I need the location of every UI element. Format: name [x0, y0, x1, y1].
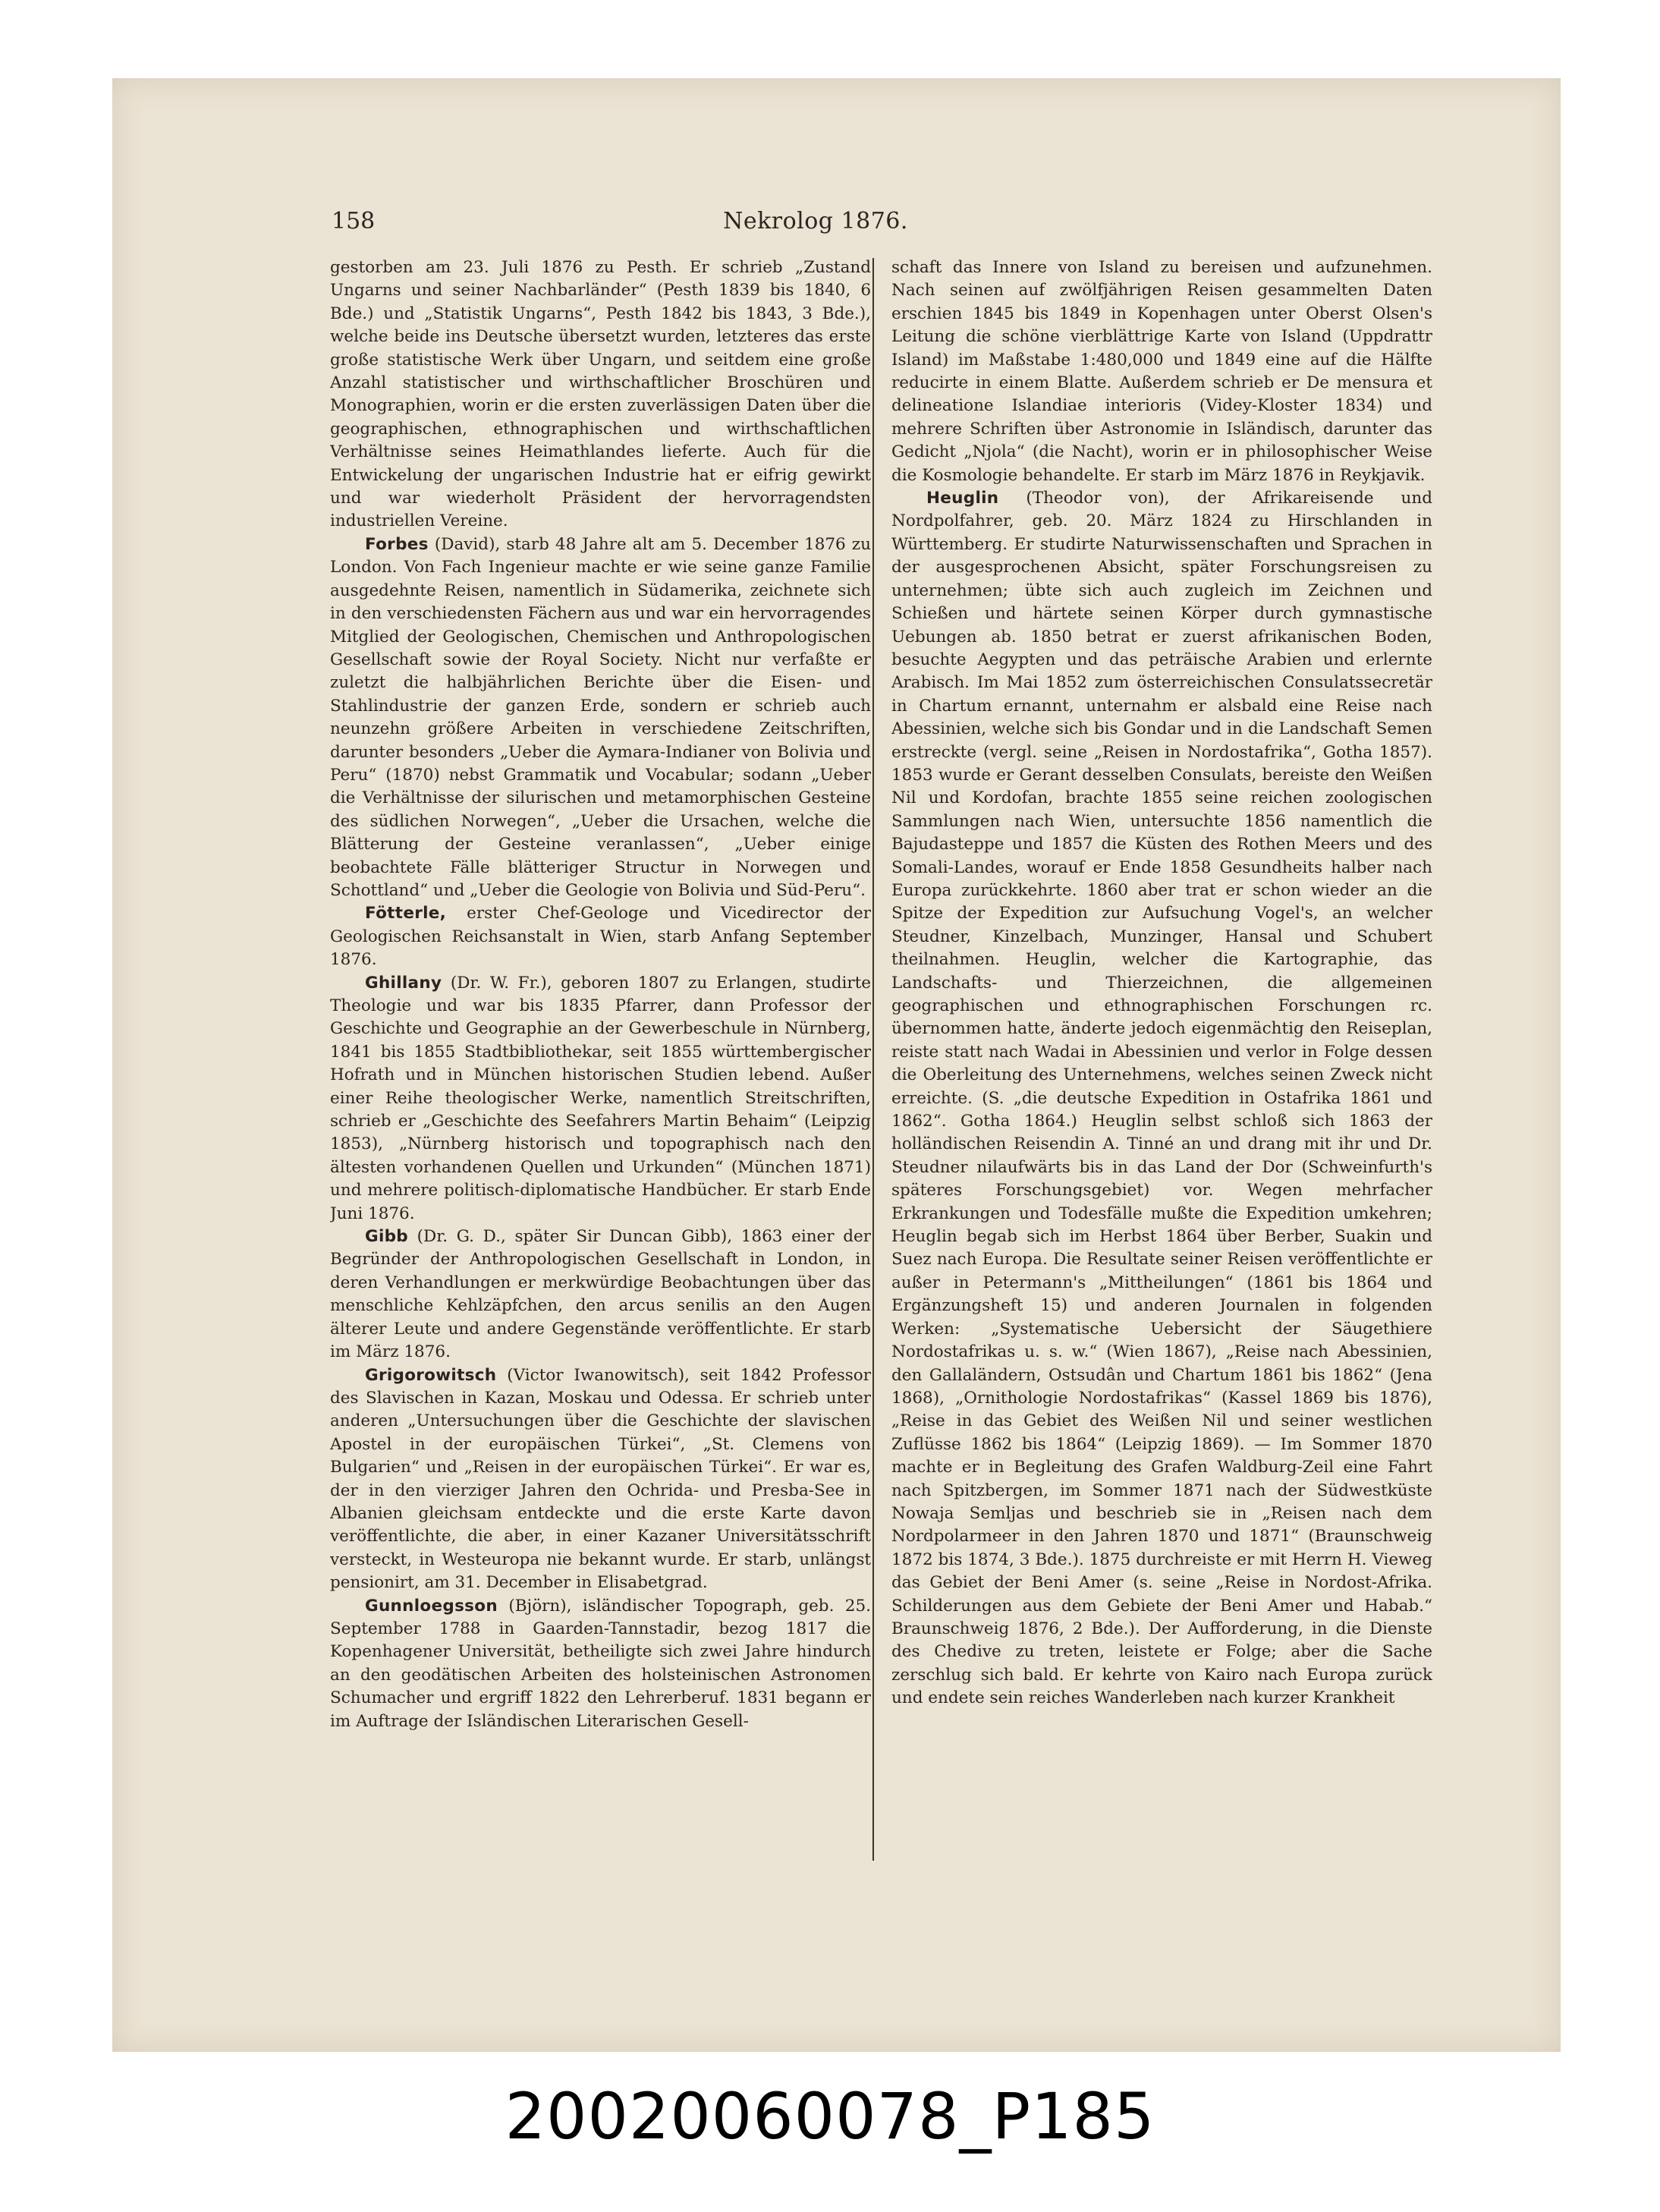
left-column	[330, 256, 871, 1865]
entry-text: (David), starb 48 Jahre alt am 5. December 1876 zu London. Von Fach Ingenieur machte er wie seine ganze Familie ausgedehnte Reisen, namentlich in Südamerika, zeichnete sich in den verschiedensten Fächern aus und war ein hervorragendes Mitglied der Geologischen, Chemischen und Anthropologischen Gesellschaft sowie der Royal Society. Nicht nur verfaßte er zuletzt die halbjährlichen Berichte über die Eisen- und Stahlindustrie der ganzen Erde, sondern er schrieb auch neunzehn größere Arbeiten in verschiedene Zeitschriften, darunter besonders „Ueber die Aymara-Indianer von Bolivia und Peru“ (1870) nebst Grammatik und Vocabular; sodann „Ueber die Verhältnisse der silurischen und metamorphischen Gesteine des südlichen Norwegen“, „Ueber die Ursachen, welche die Blätterung der Gesteine veranlassen“, „Ueber einige beobachtete Fälle blätteriger Structur in Norwegen und Schottland“ und „Ueber die Geologie von Bolivia und Süd-Peru“.	[330, 534, 871, 900]
obituary-entry	[330, 902, 871, 971]
right-column	[891, 256, 1432, 1865]
entry-text: (Dr. W. Fr.), geboren 1807 zu Erlangen, studirte Theologie und war bis 1835 Pfarrer, dann Professor der Geschichte und Geographie an der Gewerbeschule in Nürnberg, 1841 bis 1855 Stadtbibliothekar, seit 1855 württembergischer Hofrath und in München historischen Studien lebend. Außer einer Reihe theologischer Werke, namentlich Streitschriften, schrieb er „Geschichte des Seefahrers Martin Behaim“ (Leipzig 1853), „Nürnberg historisch und topographisch nach den ältesten vorhandenen Quellen und Urkunden“ (München 1871) und mehrere politisch-diplomatische Handbücher. Er starb Ende Juni 1876.	[330, 973, 871, 1223]
page-number: 158	[332, 208, 376, 234]
entry-name: Gunnloegsson	[365, 1596, 498, 1616]
entry-name: Grigorowitsch	[365, 1365, 497, 1385]
obituary-entry	[330, 1364, 871, 1595]
obituary-entry	[330, 1595, 871, 1733]
obituary-entry	[330, 972, 871, 1226]
entry-text: (Dr. G. D., später Sir Duncan Gibb), 1863 einer der Begründer der Anthropologischen Gesellschaft in London, in deren Verhandlungen er merkwürdige Beobachtungen über das menschliche Kehlzäpfchen, den arcus senilis an den Augen älterer Leute und andere Gegenstände veröffentlichte. Er starb im März 1876.	[330, 1227, 871, 1362]
entry-name: Forbes	[365, 534, 429, 554]
obituary-entry	[330, 1226, 871, 1364]
obituary-continuation	[330, 256, 871, 533]
obituary-continuation	[891, 256, 1432, 487]
entry-text: gestorben am 23. Juli 1876 zu Pesth. Er schrieb „Zustand Ungarns und seiner Nachbarländer“ (Pesth 1839 bis 1840, 6 Bde.) und „Statistik Ungarns“, Pesth 1842 bis 1843, 3 Bde.), welche beide ins Deutsche übersetzt wurden, letzteres das erste große statistische Werk über Ungarn, und seitdem eine große Anzahl statistischer und wirthschaftlicher Broschüren und Monographien, worin er die ersten zuverlässigen Daten über die geographischen, ethnographischen und wirthschaftlichen Verhältnisse seines Heimathlandes lieferte. Auch für die Entwickelung der ungarischen Industrie hat er eifrig gewirkt und war wiederholt Präsident der hervorragendsten industriellen Vereine.	[330, 258, 871, 531]
entry-name: Ghillany	[365, 973, 442, 993]
entry-text: erster Chef-Geologe und Vicedirector der Geologischen Reichsanstalt in Wien, starb Anfang September 1876.	[330, 904, 871, 970]
catalog-number: 20020060078_P185	[505, 2079, 1155, 2154]
obituary-entry	[330, 533, 871, 903]
entry-name: Gibb	[365, 1227, 408, 1247]
page-header	[216, 203, 1415, 241]
obituary-entry	[891, 487, 1432, 1710]
entry-text: (Victor Iwanowitsch), seit 1842 Professor des Slavischen in Kazan, Moskau und Odessa. Er schrieb unter anderen „Untersuchungen über die Geschichte der slavischen Apostel in der europäischen Türkei“, „St. Clemens von Bulgarien“ und „Reisen in der europäischen Türkei“. Er war es, der in den vierziger Jahren den Ochrida- und Presba-See in Albanien gleichsam entdeckte und die erste Karte davon veröffentlichte, die aber, in einer Kazaner Universitätsschrift versteckt, in Westeuropa nie bekannt wurde. Er starb, unlängst pensionirt, am 31. December in Elisabetgrad.	[330, 1365, 871, 1593]
entry-text: (Björn), isländischer Topograph, geb. 25. September 1788 in Gaarden-Tannstadir, bezog 1817 die Kopenhagener Universität, betheiligte sich zwei Jahre hindurch an den geodätischen Arbeiten des holsteinischen Astronomen Schumacher und ergriff 1822 den Lehrerberuf. 1831 begann er im Auftrage der Isländischen Literarischen Gesell-	[330, 1596, 871, 1731]
entry-name: Fötterle,	[365, 904, 447, 924]
running-head: Nekrolog 1876.	[723, 208, 908, 234]
entry-name: Heuglin	[926, 489, 999, 508]
column-divider	[872, 258, 874, 1861]
entry-text: (Theodor von), der Afrikareisende und Nordpolfahrer, geb. 20. März 1824 zu Hirschlanden in Württemberg. Er studirte Naturwissenschaften und Sprachen in der ausgesprochenen Absicht, später Forschungsreisen zu unternehmen; übte sich auch zugleich im Zeichnen und Schießen und härtete seinen Körper durch gymnastische Uebungen ab. 1850 betrat er zuerst afrikanischen Boden, besuchte Aegypten und das peträische Arabien und erlernte Arabisch. Im Mai 1852 zum österreichischen Consulatssecretär in Chartum ernannt, unternahm er alsbald eine Reise nach Abessinien, welche sich bis Gondar und in die Landschaft Semen erstreckte (vergl. seine „Reisen in Nordostafrika“, Gotha 1857). 1853 wurde er Gerant desselben Consulats, bereiste den Weißen Nil und Kordofan, brachte 1855 seine reichen zoologischen Sammlungen nach Wien, untersuchte 1856 namentlich die Bajudasteppe und 1857 die Küsten des Rothen Meers und des Somali-Landes, worauf er Ende 1858 Gesundheits halber nach Europa zurückkehrte. 1860 aber trat er schon wieder an die Spitze der Expedition zur Aufsuchung Vogel's, an welcher Steudner, Kinzelbach, Munzinger, Hansal und Schubert theilnahmen. Heuglin, welcher die Kartographie, das Landschafts- und Thierzeichnen, die allgemeinen geographischen und ethnographischen Forschungen rc. übernommen hatte, änderte jedoch eigenmächtig den Reiseplan, reiste statt nach Wadai in Abessinien und verlor in Folge dessen die Oberleitung des Unternehmens, welches seinen Zweck nicht erreichte. (S. „die deutsche Expedition in Ostafrika 1861 und 1862“. Gotha 1864.) Heuglin selbst schloß sich 1863 der holländischen Reisendin A. Tinné an und drang mit ihr und Dr. Steudner nilaufwärts bis in das Land der Dor (Schweinfurth's späteres Forschungsgebiet) vor. Wegen mehrfacher Erkrankungen und Todesfälle mußte die Expedition umkehren; Heuglin begab sich im Herbst 1864 über Berber, Suakin und Suez nach Europa. Die Resultate seiner Reisen veröffentlichte er außer in Petermann's „Mittheilungen“ (1861 bis 1864 und Ergänzungsheft 15) und anderen Journalen in folgenden Werken: „Systematische Uebersicht der Säugethiere Nordostafrikas u. s. w.“ (Wien 1867), „Reise nach Abessinien, den Gallaländern, Ostsudân und Chartum 1861 bis 1862“ (Jena 1868), „Ornithologie Nordostafrikas“ (Kassel 1869 bis 1876), „Reise in das Gebiet des Weißen Nil und seiner westlichen Zuflüsse 1862 bis 1864“ (Leipzig 1869). — Im Sommer 1870 machte er in Begleitung des Grafen Waldburg-Zeil eine Fahrt nach Spitzbergen, im Sommer 1871 nach der Südwestküste Nowaja Semljas und beschrieb sie in „Reisen nach dem Nordpolarmeer in den Jahren 1870 und 1871“ (Braunschweig 1872 bis 1874, 3 Bde.). 1875 durchreiste er mit Herrn H. Vieweg das Gebiet der Beni Amer (s. seine „Reise in Nordost-Afrika. Schilderungen aus dem Gebiete der Beni Amer und Habab.“ Braunschweig 1876, 2 Bde.). Der Aufforderung, in die Dienste des Chedive zu treten, leistete er Folge; aber die Sache zerschlug sich bald. Er kehrte von Kairo nach Europa zurück und endete sein reiches Wanderleben nach kurzer Krankheit	[891, 489, 1432, 1708]
entry-text: schaft das Innere von Island zu bereisen und aufzunehmen. Nach seinen auf zwölfjährigen Reisen gesammelten Daten erschien 1845 bis 1849 in Kopenhagen unter Oberst Olsen's Leitung die schöne vierblättrige Karte von Island (Uppdrattr Island) im Maßstabe 1:480,000 und 1849 eine auf die Hälfte reducirte in einem Blatte. Außerdem schrieb er De mensura et delineatione Islandiae interioris (Videy-Kloster 1834) und mehrere Schriften über Astronomie in Isländisch, darunter das Gedicht „Njola“ (die Nacht), worin er in philosophischer Weise die Kosmologie behandelte. Er starb im März 1876 in Reykjavik.	[891, 258, 1432, 485]
